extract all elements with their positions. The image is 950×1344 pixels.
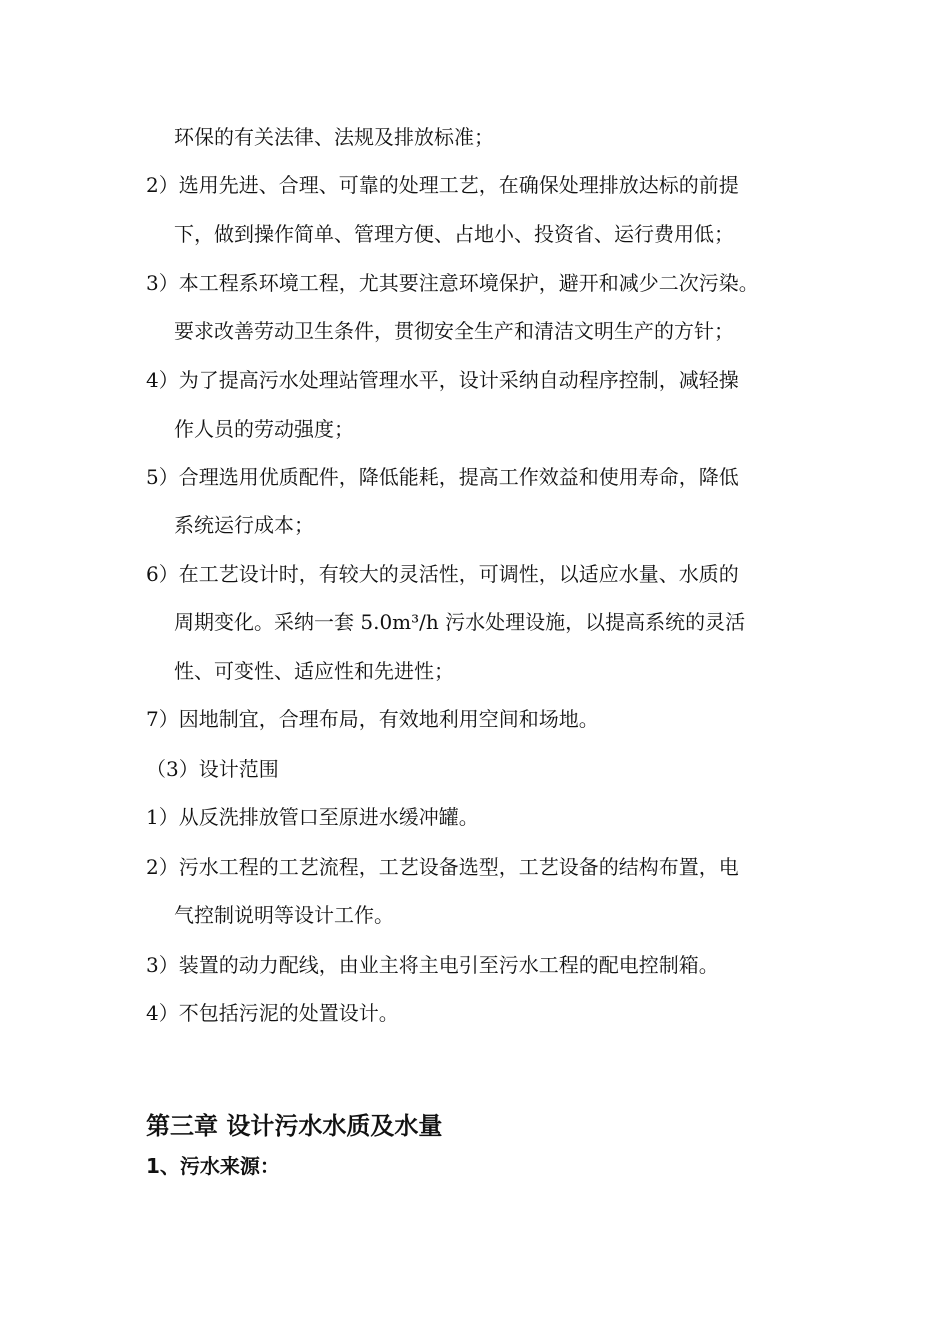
- text-line: 2）污水工程的工艺流程，工艺设备选型，工艺设备的结构布置，电: [146, 855, 739, 879]
- text-line: 环保的有关法律、法规及排放标准；: [174, 125, 494, 149]
- text-line: 1）从反洗排放管口至原进水缓冲罐。: [146, 805, 479, 829]
- text-line: 下，做到操作简单、管理方便、占地小、投资省、运行费用低；: [174, 222, 734, 246]
- text-line: 2）选用先进、合理、可靠的处理工艺，在确保处理排放达标的前提: [146, 173, 739, 197]
- chapter-heading: 第三章 设计污水水质及水量: [146, 1112, 443, 1140]
- text-line: 3）本工程系环境工程，尤其要注意环境保护，避开和减少二次污染。: [146, 271, 759, 295]
- text-line: 4）不包括污泥的处置设计。: [146, 1001, 399, 1025]
- section-heading: 1、污水来源：: [146, 1154, 280, 1178]
- text-line: 5）合理选用优质配件，降低能耗，提高工作效益和使用寿命，降低: [146, 465, 739, 489]
- text-line: 气控制说明等设计工作。: [174, 903, 394, 927]
- text-line: 3）装置的动力配线，由业主将主电引至污水工程的配电控制箱。: [146, 953, 719, 977]
- text-line: 系统运行成本；: [174, 513, 314, 537]
- subsection-label: （3）设计范围: [146, 757, 279, 781]
- text-line: 6）在工艺设计时，有较大的灵活性，可调性，以适应水量、水质的: [146, 562, 739, 586]
- text-line: 作人员的劳动强度；: [174, 417, 354, 441]
- text-line: 4）为了提高污水处理站管理水平，设计采纳自动程序控制，减轻操: [146, 368, 739, 392]
- text-line: 性、可变性、适应性和先进性；: [174, 659, 454, 683]
- text-line: 要求改善劳动卫生条件，贯彻安全生产和清洁文明生产的方针；: [174, 319, 734, 343]
- text-line: 周期变化。采纳一套 5.0m³/h 污水处理设施，以提高系统的灵活: [174, 610, 746, 634]
- text-line: 7）因地制宜，合理布局，有效地利用空间和场地。: [146, 707, 599, 731]
